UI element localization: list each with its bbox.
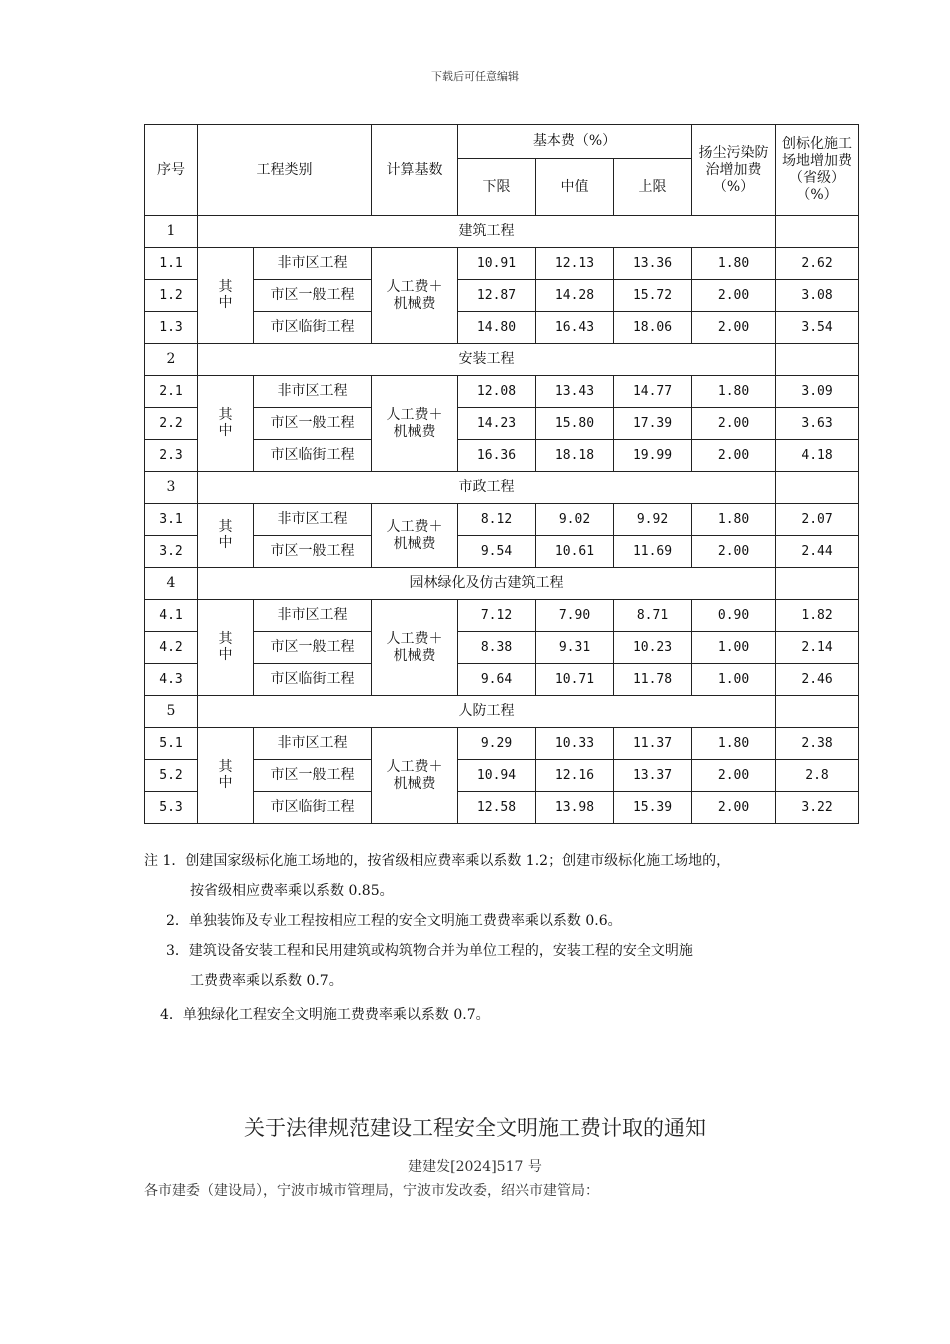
cell-mid: 13.98 (536, 792, 614, 824)
cell-upper: 14.77 (614, 376, 692, 408)
cell-dust: 1.00 (692, 632, 776, 664)
cell-dust: 1.80 (692, 504, 776, 536)
category-row (145, 472, 859, 504)
base-label: 人工费＋机械费 (386, 406, 443, 440)
category-row (145, 696, 859, 728)
cell-dust: 2.00 (692, 312, 776, 344)
base-cell (372, 376, 458, 472)
cell-standard: 2.62 (776, 248, 859, 280)
notes (144, 846, 858, 1030)
cell-mid: 13.43 (536, 376, 614, 408)
cell-lower: 12.58 (458, 792, 536, 824)
row-type: 市区一般工程 (254, 408, 372, 440)
cell-standard: 3.08 (776, 280, 859, 312)
row-seq: 2.2 (145, 408, 198, 440)
header-base: 计算基数 (372, 125, 458, 216)
category-seq: 5 (145, 696, 198, 728)
qizhong-label: 其中 (218, 519, 233, 552)
cell-upper: 11.78 (614, 664, 692, 696)
cell-lower: 14.80 (458, 312, 536, 344)
document-title: 关于法律规范建设工程安全文明施工费计取的通知 (244, 1116, 706, 1140)
cell-upper: 15.39 (614, 792, 692, 824)
row-seq: 2.1 (145, 376, 198, 408)
category-empty-cell (776, 344, 859, 376)
note-line: 注 1．创建国家级标化施工场地的，按省级相应费率乘以系数 1.2；创建市级标化施工场地的， (144, 853, 731, 869)
cell-standard: 4.18 (776, 440, 859, 472)
row-type: 市区临街工程 (254, 664, 372, 696)
cell-mid: 12.16 (536, 760, 614, 792)
cell-dust: 2.00 (692, 760, 776, 792)
category-name: 建筑工程 (198, 216, 776, 248)
header-seq: 序号 (145, 125, 198, 216)
cell-upper: 18.06 (614, 312, 692, 344)
cell-dust: 2.00 (692, 280, 776, 312)
category-empty-cell (776, 472, 859, 504)
qizhong-label: 其中 (218, 279, 233, 312)
cell-upper: 8.71 (614, 600, 692, 632)
cell-dust: 0.90 (692, 600, 776, 632)
cell-standard: 2.44 (776, 536, 859, 568)
page-header: 下载后可任意编辑 (431, 70, 519, 83)
category-empty-cell (776, 216, 859, 248)
cell-standard: 3.63 (776, 408, 859, 440)
note-line: 3．建筑设备安装工程和民用建筑或构筑物合并为单位工程的，安装工程的安全文明施 (166, 943, 693, 959)
base-cell (372, 728, 458, 824)
row-seq: 4.3 (145, 664, 198, 696)
cell-mid: 14.28 (536, 280, 614, 312)
row-type: 市区一般工程 (254, 536, 372, 568)
cell-lower: 12.08 (458, 376, 536, 408)
qizhong-cell (198, 248, 254, 344)
note-line: 按省级相应费率乘以系数 0.85。 (190, 883, 394, 899)
category-empty-cell (776, 568, 859, 600)
cell-mid: 18.18 (536, 440, 614, 472)
cell-dust: 2.00 (692, 792, 776, 824)
base-label: 人工费＋机械费 (386, 518, 443, 552)
cell-lower: 9.54 (458, 536, 536, 568)
header-lower: 下限 (458, 159, 536, 216)
header-basic-fee: 基本费（%） (458, 125, 692, 159)
cell-dust: 1.80 (692, 376, 776, 408)
document-number: 建建发[2024]517 号 (408, 1159, 542, 1175)
cell-lower: 9.64 (458, 664, 536, 696)
cell-lower: 14.23 (458, 408, 536, 440)
base-label: 人工费＋机械费 (386, 630, 443, 664)
row-seq: 4.2 (145, 632, 198, 664)
row-seq: 1.3 (145, 312, 198, 344)
row-type: 市区一般工程 (254, 760, 372, 792)
fee-rate-table (144, 124, 859, 824)
cell-mid: 9.31 (536, 632, 614, 664)
note-line: 4．单独绿化工程安全文明施工费费率乘以系数 0.7。 (160, 1007, 490, 1023)
row-type: 非市区工程 (254, 376, 372, 408)
row-type: 市区临街工程 (254, 440, 372, 472)
cell-dust: 1.80 (692, 248, 776, 280)
row-type: 非市区工程 (254, 728, 372, 760)
table-body (145, 216, 859, 824)
cell-lower: 9.29 (458, 728, 536, 760)
category-seq: 4 (145, 568, 198, 600)
row-seq: 4.1 (145, 600, 198, 632)
row-type: 非市区工程 (254, 504, 372, 536)
category-name: 园林绿化及仿古建筑工程 (198, 568, 776, 600)
cell-standard: 2.07 (776, 504, 859, 536)
cell-upper: 10.23 (614, 632, 692, 664)
category-name: 安装工程 (198, 344, 776, 376)
table-row (145, 504, 859, 536)
category-row (145, 216, 859, 248)
row-type: 市区临街工程 (254, 312, 372, 344)
qizhong-label: 其中 (218, 407, 233, 440)
category-name: 市政工程 (198, 472, 776, 504)
cell-lower: 8.38 (458, 632, 536, 664)
cell-upper: 17.39 (614, 408, 692, 440)
cell-upper: 11.69 (614, 536, 692, 568)
cell-standard: 3.54 (776, 312, 859, 344)
cell-mid: 15.80 (536, 408, 614, 440)
header-type: 工程类别 (198, 125, 372, 216)
cell-dust: 2.00 (692, 536, 776, 568)
cell-standard: 3.22 (776, 792, 859, 824)
table-row (145, 376, 859, 408)
cell-standard: 2.46 (776, 664, 859, 696)
cell-lower: 8.12 (458, 504, 536, 536)
table-row (145, 600, 859, 632)
row-seq: 3.1 (145, 504, 198, 536)
row-seq: 2.3 (145, 440, 198, 472)
qizhong-cell (198, 600, 254, 696)
qizhong-cell (198, 728, 254, 824)
row-type: 非市区工程 (254, 600, 372, 632)
cell-standard: 2.14 (776, 632, 859, 664)
cell-mid: 10.71 (536, 664, 614, 696)
header-mid: 中值 (536, 159, 614, 216)
cell-standard: 2.8 (776, 760, 859, 792)
cell-lower: 12.87 (458, 280, 536, 312)
note-line: 工费费率乘以系数 0.7。 (190, 973, 343, 989)
cell-lower: 16.36 (458, 440, 536, 472)
cell-dust: 1.80 (692, 728, 776, 760)
row-type: 市区一般工程 (254, 280, 372, 312)
row-seq: 3.2 (145, 536, 198, 568)
row-seq: 5.2 (145, 760, 198, 792)
cell-upper: 15.72 (614, 280, 692, 312)
row-type: 非市区工程 (254, 248, 372, 280)
cell-lower: 10.91 (458, 248, 536, 280)
qizhong-cell (198, 376, 254, 472)
category-name: 人防工程 (198, 696, 776, 728)
header-upper: 上限 (614, 159, 692, 216)
row-seq: 5.3 (145, 792, 198, 824)
category-row (145, 568, 859, 600)
cell-upper: 13.37 (614, 760, 692, 792)
qizhong-label: 其中 (218, 759, 233, 792)
cell-standard: 2.38 (776, 728, 859, 760)
cell-upper: 13.36 (614, 248, 692, 280)
cell-dust: 1.00 (692, 664, 776, 696)
base-label: 人工费＋机械费 (386, 278, 443, 312)
category-seq: 3 (145, 472, 198, 504)
cell-mid: 16.43 (536, 312, 614, 344)
cell-lower: 7.12 (458, 600, 536, 632)
cell-standard: 1.82 (776, 600, 859, 632)
table-row (145, 248, 859, 280)
cell-dust: 2.00 (692, 408, 776, 440)
cell-mid: 12.13 (536, 248, 614, 280)
row-seq: 5.1 (145, 728, 198, 760)
qizhong-label: 其中 (218, 631, 233, 664)
cell-mid: 9.02 (536, 504, 614, 536)
base-cell (372, 600, 458, 696)
cell-lower: 10.94 (458, 760, 536, 792)
cell-mid: 10.61 (536, 536, 614, 568)
category-row (145, 344, 859, 376)
category-empty-cell (776, 696, 859, 728)
row-seq: 1.2 (145, 280, 198, 312)
table-row (145, 728, 859, 760)
base-label: 人工费＋机械费 (386, 758, 443, 792)
row-type: 市区临街工程 (254, 792, 372, 824)
salutation: 各市建委（建设局），宁波市城市管理局，宁波市发改委，绍兴市建管局： (144, 1183, 599, 1199)
category-seq: 1 (145, 216, 198, 248)
cell-dust: 2.00 (692, 440, 776, 472)
cell-upper: 9.92 (614, 504, 692, 536)
cell-mid: 7.90 (536, 600, 614, 632)
base-cell (372, 504, 458, 568)
row-seq: 1.1 (145, 248, 198, 280)
cell-standard: 3.09 (776, 376, 859, 408)
cell-upper: 19.99 (614, 440, 692, 472)
row-type: 市区一般工程 (254, 632, 372, 664)
qizhong-cell (198, 504, 254, 568)
base-cell (372, 248, 458, 344)
header-dust: 扬尘污染防治增加费（%） (692, 125, 776, 216)
cell-mid: 10.33 (536, 728, 614, 760)
cell-upper: 11.37 (614, 728, 692, 760)
note-line: 2．单独装饰及专业工程按相应工程的安全文明施工费费率乘以系数 0.6。 (166, 913, 622, 929)
category-seq: 2 (145, 344, 198, 376)
header-standard: 创标化施工场地增加费（省级）（%） (776, 125, 859, 216)
